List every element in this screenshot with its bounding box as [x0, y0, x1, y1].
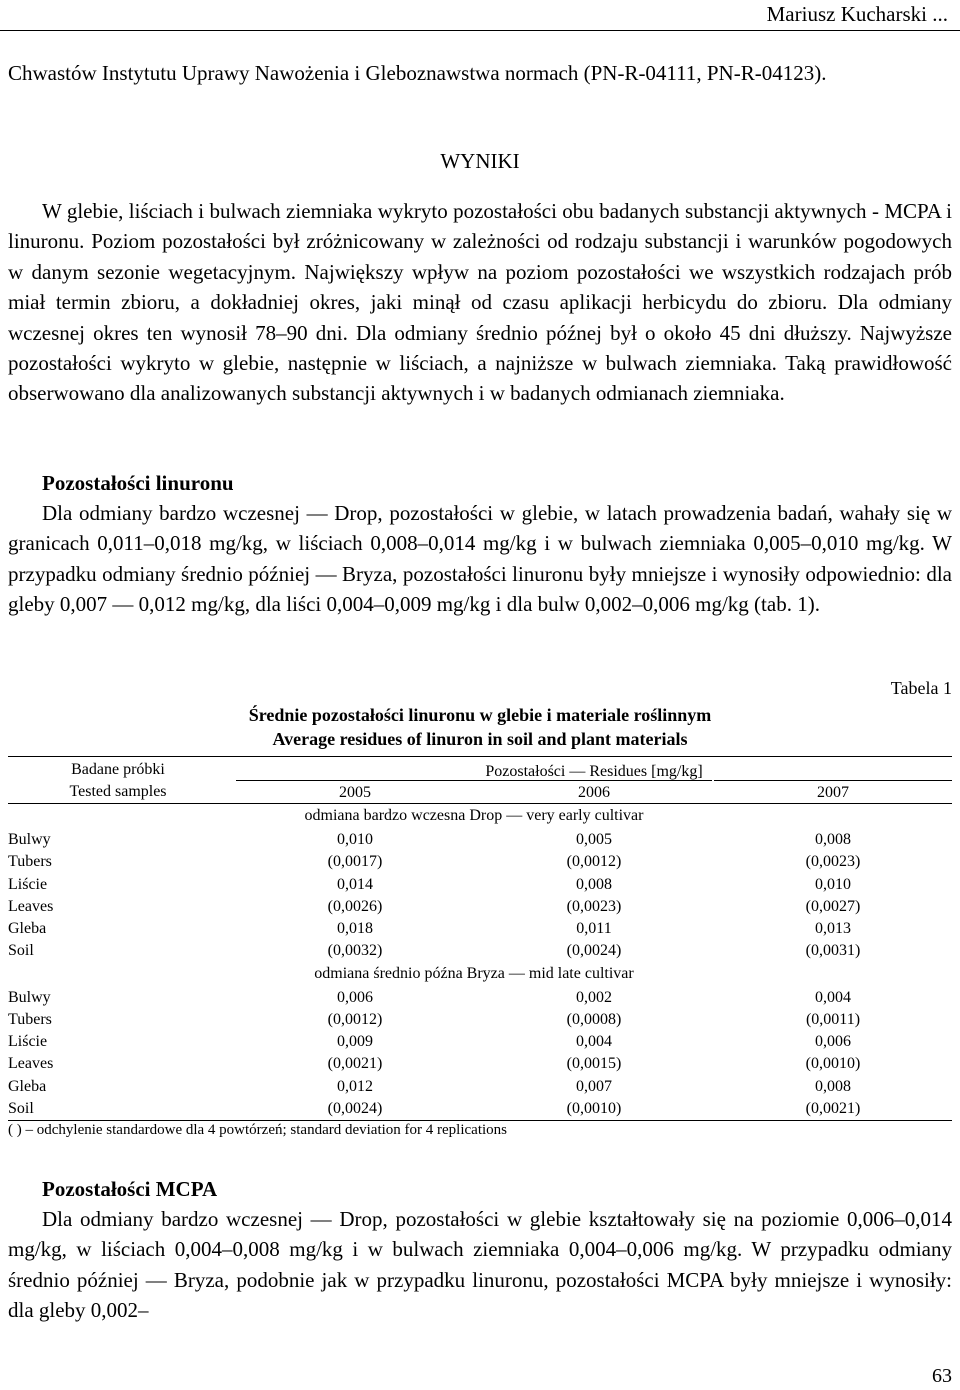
year-2005: 2005: [339, 784, 371, 801]
residues-rule-left: [236, 780, 712, 781]
row-label-pl: Gleba: [8, 920, 47, 937]
value-cell: 0,004: [815, 989, 851, 1006]
page-number: 63: [932, 1365, 952, 1387]
group-title-bryza: odmiana średnio późna Bryza — mid late cultivar: [314, 965, 634, 982]
col-header-pl: Badane próbki: [71, 761, 165, 778]
sd-cell: (0,0012): [327, 1011, 383, 1028]
sd-cell: (0,0023): [805, 853, 861, 870]
row-label-en: Soil: [8, 1100, 34, 1117]
value-cell: 0,004: [576, 1033, 612, 1050]
year-2007: 2007: [817, 784, 849, 801]
sd-cell: (0,0008): [566, 1011, 622, 1028]
intro-paragraph: Chwastów Instytutu Uprawy Nawożenia i Gleboznawstwa normach (PN-R-04111, PN-R-04123).: [8, 61, 827, 85]
sd-cell: (0,0024): [327, 1100, 383, 1117]
value-cell: 0,012: [337, 1078, 373, 1095]
row-label-pl: Bulwy: [8, 989, 51, 1006]
residues-rule-right: [714, 780, 952, 781]
table-label: Tabela 1: [890, 678, 952, 698]
header-rule: [0, 30, 960, 31]
residues-header: Pozostałości — Residues [mg/kg]: [485, 763, 703, 780]
sd-cell: (0,0021): [805, 1100, 861, 1117]
year-2006: 2006: [578, 784, 610, 801]
value-cell: 0,007: [576, 1078, 612, 1095]
sd-cell: (0,0026): [327, 898, 383, 915]
value-cell: 0,008: [576, 876, 612, 893]
value-cell: 0,006: [815, 1033, 851, 1050]
sd-cell: (0,0027): [805, 898, 861, 915]
sd-cell: (0,0010): [805, 1055, 861, 1072]
row-label-pl: Gleba: [8, 1078, 47, 1095]
header-bottom-rule: [8, 803, 952, 804]
row-label-pl: Liście: [8, 876, 48, 893]
value-cell: 0,018: [337, 920, 373, 937]
sd-cell: (0,0023): [566, 898, 622, 915]
table-top-rule: [8, 756, 952, 757]
row-label-en: Leaves: [8, 898, 54, 915]
table-bottom-rule: [8, 1120, 952, 1121]
table-title-pl: Średnie pozostałości linuronu w glebie i materiale roślinnym: [248, 705, 712, 725]
linuron-paragraph: Dla odmiany bardzo wczesnej — Drop, pozostałości w glebie, w latach prowadzenia badań, wahały się w granicach 0,011–0,018 mg/kg, w liściach 0,008–0,014 mg/kg i w bulwach ziemniaka 0,005–0,010 mg/kg. W przypadku odmiany średnio później — Bryza, pozostałości linuronu były mniejsze i wynosiły odpowiednio: dla gleby 0,007 — 0,012 mg/kg, dla liści 0,004–0,009 mg/kg i dla bulw 0,002–0,006 mg/kg (tab. 1).: [8, 501, 952, 617]
group-title-drop: odmiana bardzo wczesna Drop — very early cultivar: [304, 807, 644, 824]
row-label-en: Tubers: [8, 853, 52, 870]
mcpa-heading: Pozostałości MCPA: [42, 1177, 218, 1201]
results-heading: WYNIKI: [440, 149, 520, 173]
sd-cell: (0,0011): [805, 1011, 861, 1028]
table-title: [140, 703, 820, 751]
value-cell: 0,008: [815, 831, 851, 848]
mcpa-paragraph: Dla odmiany bardzo wczesnej — Drop, pozostałości w glebie kształtowały się na poziomie 0,006–0,014 mg/kg, w liściach 0,004–0,008 mg/kg i w bulwach ziemniaka 0,004–0,006 mg/kg. W przypadku odmiany średnio później — Bryza, podobnie jak w przypadku linuronu, pozostałości MCPA były mniejsze i wynosiły: dla gleby 0,002–: [8, 1207, 952, 1323]
sd-cell: (0,0032): [327, 942, 383, 959]
sd-cell: (0,0012): [566, 853, 622, 870]
sd-cell: (0,0021): [327, 1055, 383, 1072]
value-cell: 0,002: [576, 989, 612, 1006]
sd-cell: (0,0010): [566, 1100, 622, 1117]
value-cell: 0,005: [576, 831, 612, 848]
value-cell: 0,009: [337, 1033, 373, 1050]
results-paragraph: W glebie, liściach i bulwach ziemniaka wykryto pozostałości obu badanych substancji aktywnych - MCPA i linuronu. Poziom pozostałości był zróżnicowany w zależności od rodzaju substancji i warunków pogodowych w danym sezonie wegetacyjnym. Największy wpływ na poziom pozostałości we wszystkich rodzajach prób miał termin zbioru, a dokładniej okres, jaki minął od czasu aplikacji herbicydu do zbioru. Dla odmiany wczesnej okres ten wynosił 78–90 dni. Dla odmiany średnio późnej był o około 45 dni dłuższy. Najwyższe pozostałości wykryto w glebie, następnie w liściach, a najniższe w bulwach ziemniaka. Taką prawidłowość obserwowano dla analizowanych substancji aktywnych i w badanych odmianach ziemniaka.: [8, 199, 952, 406]
sd-cell: (0,0024): [566, 942, 622, 959]
running-head: Mariusz Kucharski ...: [766, 2, 948, 26]
value-cell: 0,008: [815, 1078, 851, 1095]
row-label-en: Leaves: [8, 1055, 54, 1072]
linuron-heading: Pozostałości linuronu: [42, 471, 234, 495]
sd-cell: (0,0031): [805, 942, 861, 959]
table-footnote: ( ) – odchylenie standardowe dla 4 powtórzeń; standard deviation for 4 replications: [8, 1122, 508, 1138]
col-header-en: Tested samples: [69, 783, 167, 800]
sd-cell: (0,0017): [327, 853, 383, 870]
row-label-pl: Bulwy: [8, 831, 51, 848]
value-cell: 0,006: [337, 989, 373, 1006]
row-label-en: Tubers: [8, 1011, 52, 1028]
sd-cell: (0,0015): [566, 1055, 622, 1072]
value-cell: 0,011: [576, 920, 612, 937]
value-cell: 0,010: [337, 831, 373, 848]
table-title-en: Average residues of linuron in soil and plant materials: [272, 729, 688, 749]
value-cell: 0,013: [815, 920, 851, 937]
row-label-pl: Liście: [8, 1033, 48, 1050]
value-cell: 0,010: [815, 876, 851, 893]
row-label-en: Soil: [8, 942, 34, 959]
value-cell: 0,014: [337, 876, 373, 893]
